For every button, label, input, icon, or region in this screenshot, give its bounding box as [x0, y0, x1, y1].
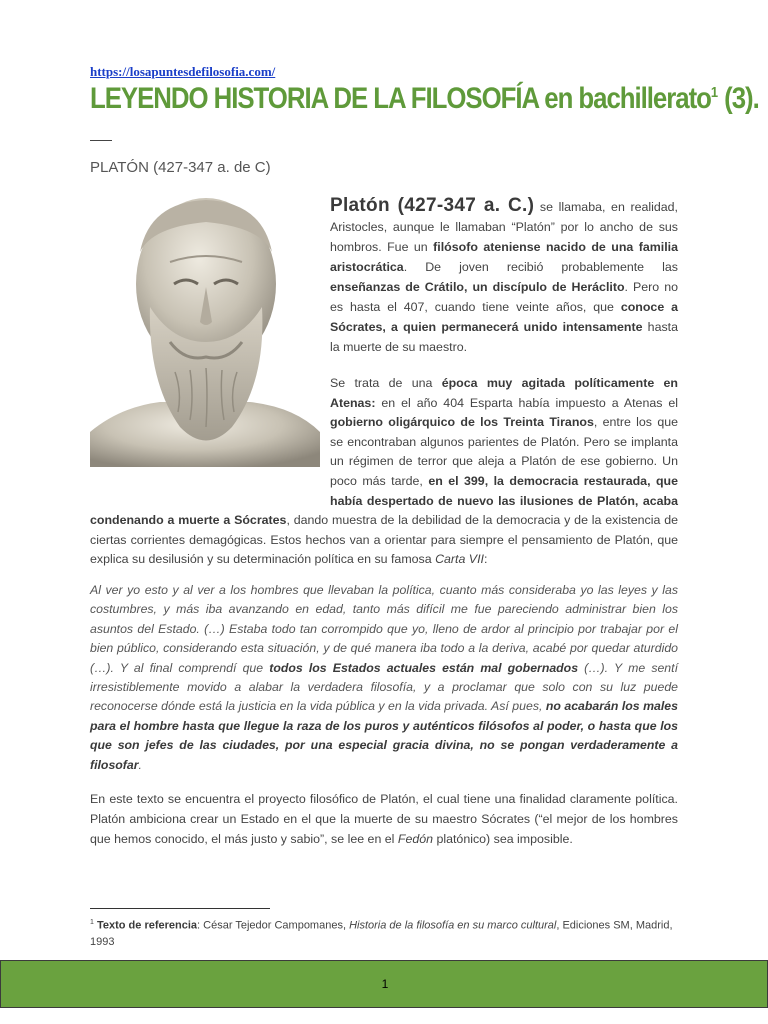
bold-text: enseñanzas de Crátilo, un discípulo de Heráclito: [330, 280, 625, 294]
bold-text: en el 399, la democracia restaurada, que había despertado de nuevo las ilusiones de Platón, acaba condenando a muerte a Sócrates: [90, 473, 678, 528]
carta-vii-quote: [90, 581, 678, 775]
text: Se trata de una: [330, 376, 442, 390]
text: En este texto se encuentra el proyecto filosófico de Platón, el cual tiene una finalidad claramente política. Platón ambiciona crear un Estado en el que la muerte de su maestro Sócrates (“el mejor de los hombres que hemos conocido, el más justo y sabio”, se lee en el: [90, 792, 678, 846]
footnote: [90, 915, 678, 950]
text: . Pero no es hasta el 407, cuando tiene veinte años, que: [330, 280, 678, 314]
bold-text: filósofo ateniense nacido de una familia aristocrática: [330, 240, 678, 274]
text: . De joven recibió probablemente las: [403, 260, 678, 274]
image-float-spacer: [90, 374, 330, 492]
text: platónico) sea imposible.: [433, 832, 573, 846]
text: en el año 404 Esparta había impuesto a Atenas el: [375, 395, 678, 410]
text: , entre los que se encontraban algunos parientes de Platón. Pero se implanta un régimen de terror que aleja a Platón de ese gobierno. Un poco más tarde,: [330, 415, 678, 488]
footnote-label: Texto de referencia: [96, 919, 198, 932]
text: .: [138, 757, 142, 772]
footnote-ref[interactable]: 1: [710, 84, 719, 101]
project-paragraph: [90, 789, 678, 849]
bold-text: conoce a Sócrates, a quien permanecerá unido intensamente: [330, 300, 678, 334]
footnote-rule: [90, 908, 270, 909]
text: : César Tejedor Campomanes,: [197, 919, 350, 932]
bold-text: todos los Estados actuales están mal gobernados: [269, 660, 579, 675]
text: se llamaba, en realidad, Aristocles, aunque le llamaban “Platón” por lo ancho de sus hombros. Fue un: [330, 200, 678, 254]
italic-text: Carta VII: [435, 552, 484, 567]
bold-text: época muy agitada políticamente en Atenas:: [330, 376, 678, 410]
page-footer: [0, 960, 768, 1008]
bold-text: no acabarán los males para el hombre hasta que llegue la raza de los puros y auténticos filósofos al poder, o hasta que los que son jefes de las ciudades, por una especial gracia divina, no se pongan verdaderamente a filosofar: [90, 699, 678, 772]
bold-text: gobierno oligárquico de los Treinta Tiranos: [330, 415, 594, 430]
title-rule: [90, 140, 112, 141]
page-number: 1: [381, 977, 389, 991]
footnote-number: 1: [90, 919, 94, 926]
text: Al ver yo esto y al ver a los hombres que llevaban la política, cuanto más consideraba yo las leyes y las costumbres, y más iba avanzando en edad, tanto más difícil me fue pareciendo administrar bien los asuntos del Estado. (…) Estaba todo tan corrompido que yo, lleno de ardor al principio por trabajar por el bien público, considerando esta situación, y de qué manera iba todo a la deriva, acabé por quedar aturdido (…). Y al final comprendí que: [90, 583, 678, 675]
title-text: LEYENDO HISTORIA DE LA FILOSOFÍA en bachillerato: [90, 82, 711, 115]
lead-heading: Platón (427-347 a. C.): [330, 195, 535, 216]
intro-paragraph: [330, 196, 678, 357]
title-suffix: (3).: [718, 82, 759, 115]
italic-text: Historia de la filosofía en su marco cultural: [349, 919, 557, 932]
text: hasta la muerte de su maestro.: [330, 320, 678, 354]
text: , dando muestra de la debilidad de la democracia y de la existencia de ciertas corrientes demagógicas. Estos hechos van a orientar para siempre el pensamiento de Platón, que explica su desilusión y su determinación política en su famosa: [90, 513, 678, 567]
italic-text: Fedón: [397, 832, 434, 846]
section-subtitle: PLATÓN (427-347 a. de C): [90, 159, 271, 176]
text: :: [483, 552, 488, 567]
text: , Ediciones SM, Madrid, 1993: [90, 919, 673, 948]
page-title: [90, 82, 759, 116]
text: (…). Y me sentí irresistiblemente movido a alabar la verdadera filosofía, y a proclamar que solo con su luz puede reconocerse dónde está la justicia en la vida pública y en la vida privada. Así pues,: [90, 660, 678, 714]
source-link[interactable]: https://losapuntesdefilosofia.com/: [90, 64, 276, 79]
context-paragraph: [90, 374, 678, 570]
